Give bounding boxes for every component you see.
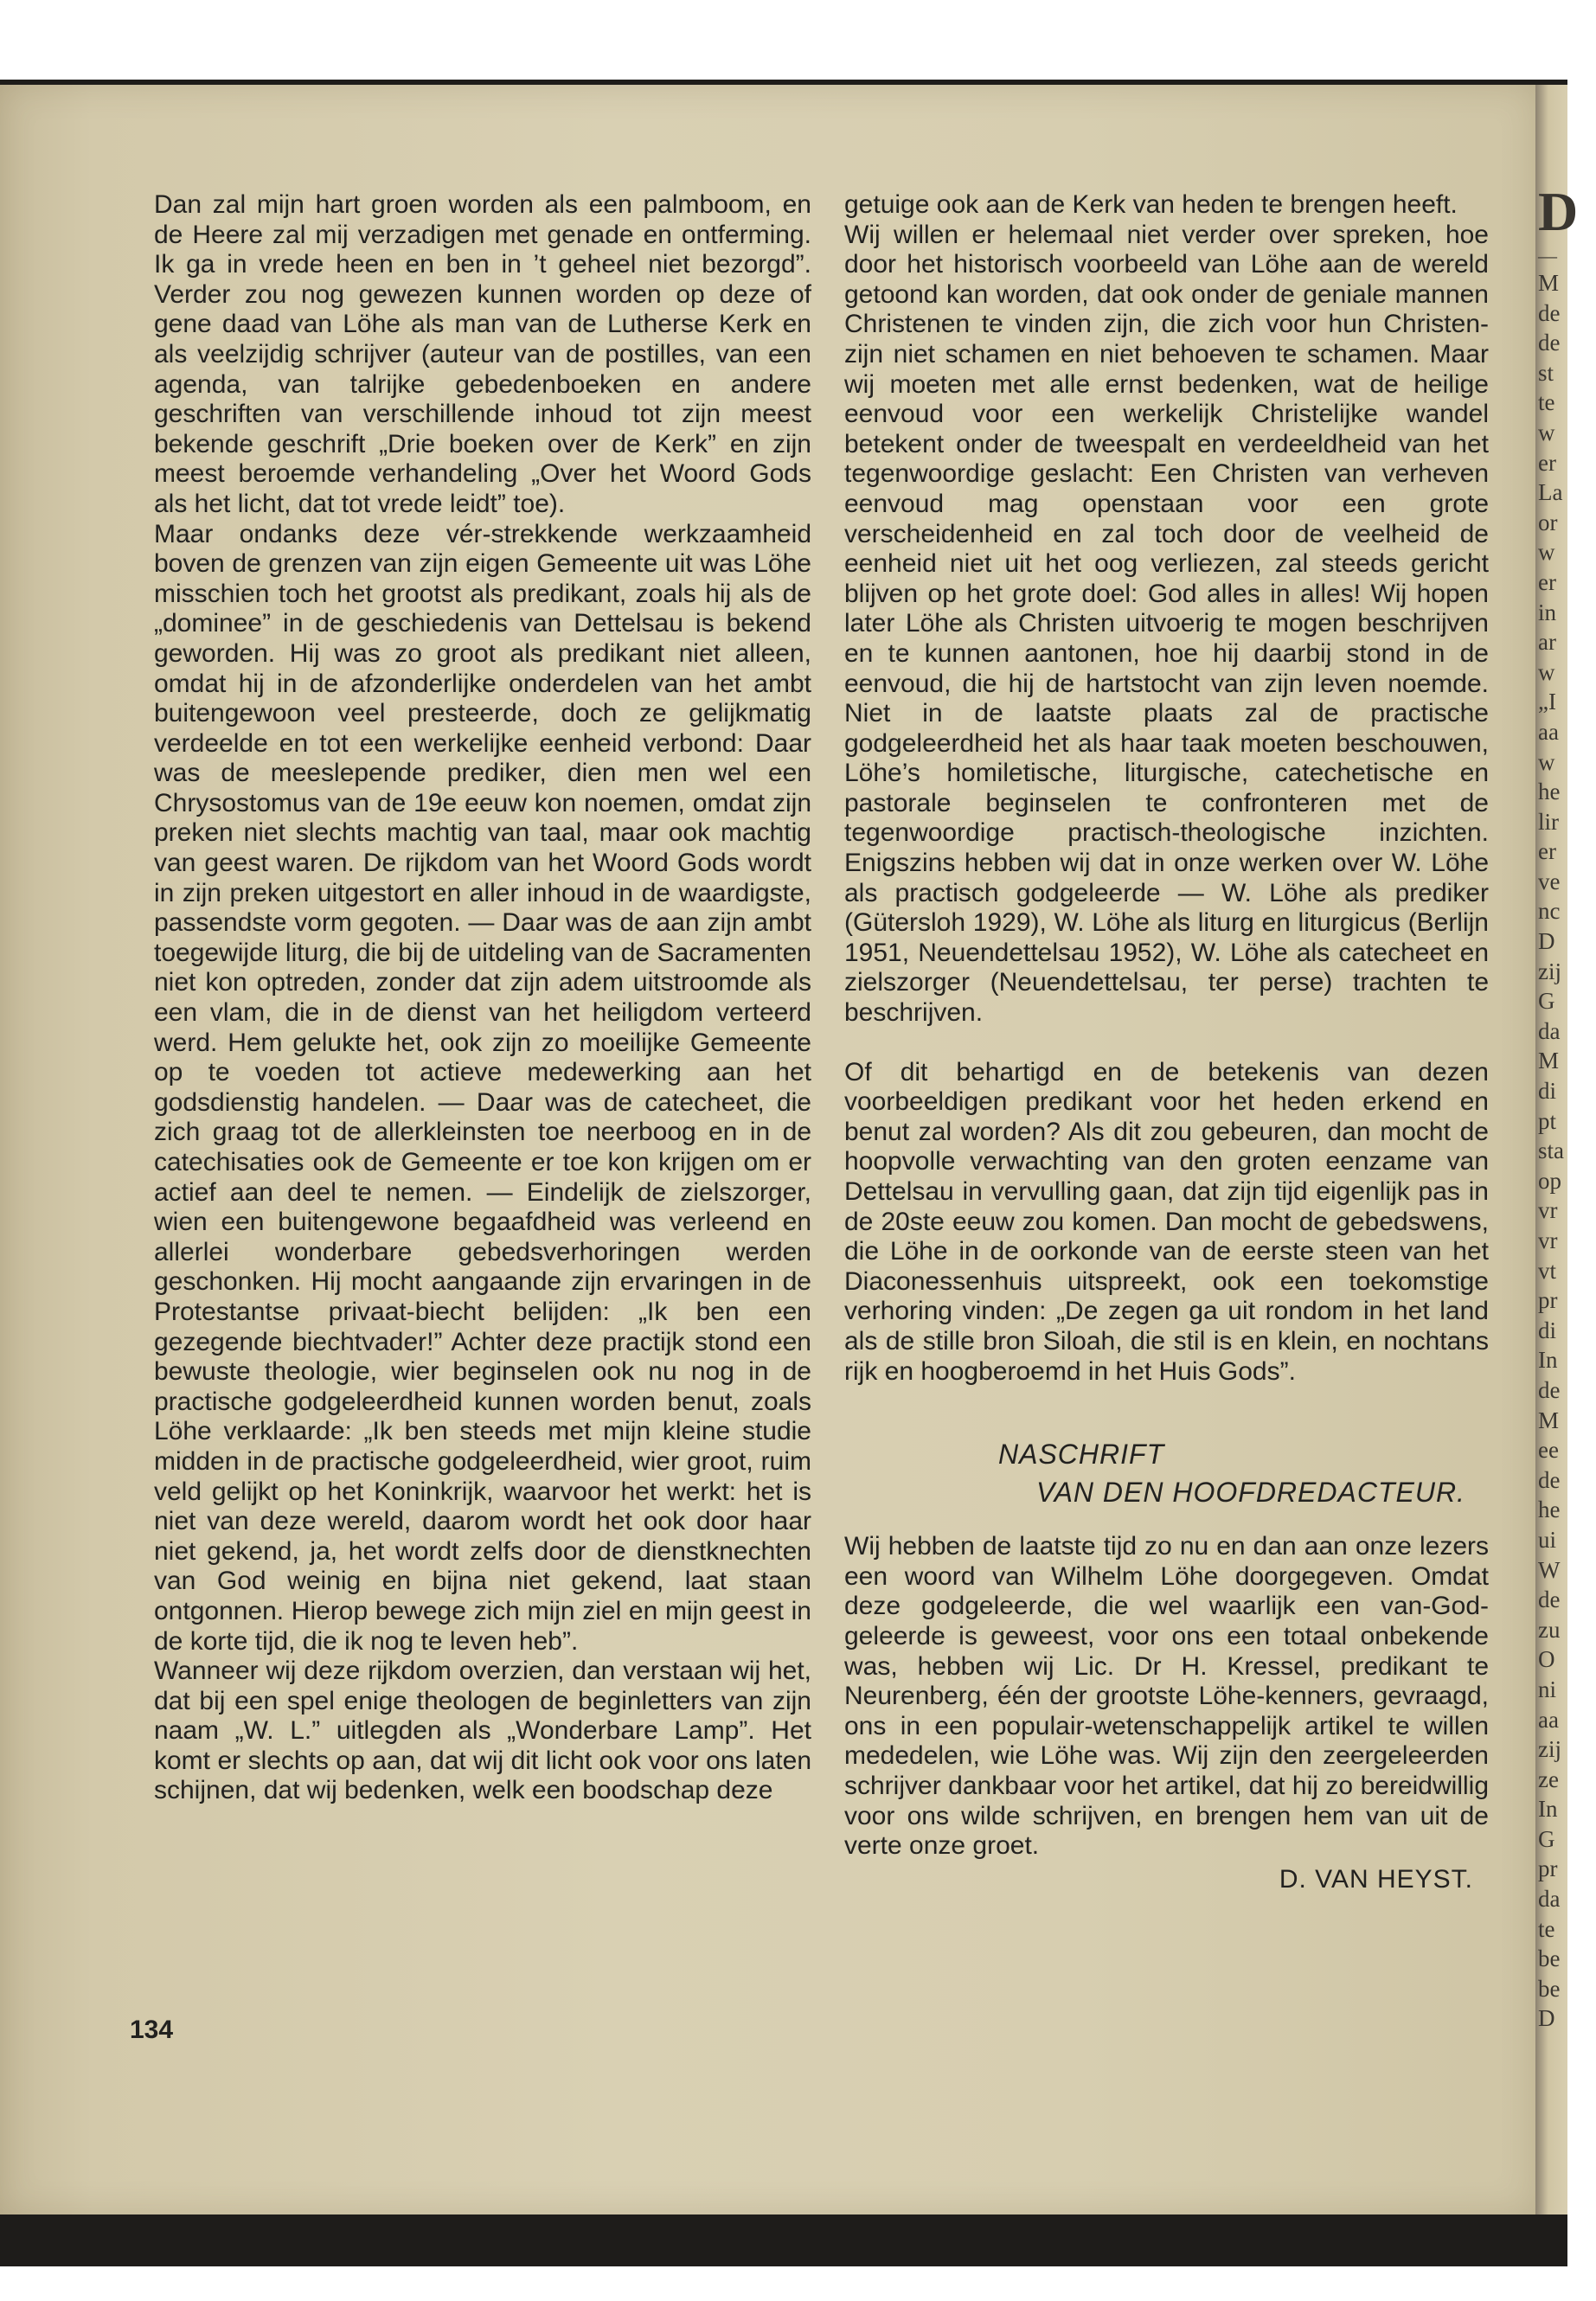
afterword-text: Wij hebben de laatste tijd zo nu en dan aan onze lezers een woord van Wilhelm Löhe doorgegeven. Omdat deze godgeleerde, die wel waarlijk een van-God-geleerde is geweest, voor ons een totaal onbekende was, hebben wij Lic. Dr H. Kressel, predikant te Neurenberg, één der grootste Löhe-kenners, gevraagd, ons in een populair-wetenschappelijk artikel te willen mededelen, wie Löhe was. Wij zijn den zeergeleerden schrijver dankbaar voor het artikel, dat hij zo bereidwillig voor ons wilde schrijven, en brengen hem van uit de verte onze groet. xyxy=(844,1532,1489,1861)
afterword-title xyxy=(844,1435,1489,1511)
next-page-fragment: w xyxy=(1538,658,1555,685)
next-page-fragment: D xyxy=(1538,928,1555,955)
next-page-fragment: st xyxy=(1538,359,1554,386)
next-page-fragment: de xyxy=(1538,299,1561,326)
next-page-fragment: vr xyxy=(1538,1227,1558,1253)
next-page-fragment: pr xyxy=(1538,1287,1558,1314)
right-paragraph-1: getuige ook aan de Kerk van heden te brengen heeft. xyxy=(844,190,1458,219)
next-page-fragment: er xyxy=(1538,449,1556,476)
next-page-fragment: da xyxy=(1538,1886,1561,1913)
next-page-fragment: op xyxy=(1538,1167,1561,1194)
next-page-edge xyxy=(1535,85,1579,2214)
next-page-fragment: pt xyxy=(1538,1107,1557,1134)
next-page-fragment: aa xyxy=(1538,1706,1559,1733)
next-page-fragment: he xyxy=(1538,779,1561,805)
next-page-fragment: w xyxy=(1538,539,1555,566)
right-paragraph-2: Wij willen er helemaal niet verder over spreken, hoe door het historisch voorbeeld van Löhe aan de wereld getoond kan worden, dat ook onder de geniale mannen Christenen te vinden zijn, die zich voor hun Christen-zijn niet schamen en niet behoeven te schamen. Maar wij moeten met alle ernst bedenken, wat de heilige eenvoud voor een werkelijk Christelijke wandel betekent onder de tweespalt en verdeeldheid van het tegenwoordige geslacht: Een Christen van verheven eenvoud mag openstaan voor een grote verscheidenheid en zal toch door de veelheid de eenheid niet uit het oog verliezen, zal steeds gericht blijven op het grote doel: God alles in alles! Wij hopen later Löhe als Christen uitvoerig te mogen beschrijven en te kunnen aantonen, hoe hij daarbij stond in de eenvoud, die hij de hartstocht van zijn leven noemde. Niet in de laatste plaats zal de practische godgeleerdheid het als haar taak moeten beschouwen, Löhe’s homiletische, liturgische, catechetische en pastorale beginselen te confronteren met de tegenwoordige practisch-theologische inzichten. Enigszins hebben wij dat in onze werken over W. Löhe als practisch godgeleerde — W. Löhe als prediker (Gütersloh 1929), W. Löhe als liturg en liturgicus (Berlijn 1951, Neuendettelsau 1952), W. Löhe als catecheet en zielszorger (Neuendettelsau, ter perse) trachten te beschrijven. xyxy=(844,220,1489,1028)
next-page-fragment: ze xyxy=(1538,1766,1559,1792)
next-page-fragment: de xyxy=(1538,1376,1561,1403)
next-page-fragment: de xyxy=(1538,1586,1561,1613)
next-page-fragment: In xyxy=(1538,1796,1558,1823)
next-page-fragment: zij xyxy=(1538,958,1561,984)
next-page-fragment: te xyxy=(1538,1915,1555,1942)
next-page-fragment: ni xyxy=(1538,1676,1557,1702)
next-page-fragment: W xyxy=(1538,1556,1561,1583)
left-paragraph-3: Wanneer wij deze rijkdom overzien, dan verstaan wij het, dat bij een spel enige theologen de beginletters van zijn naam „W. L.” uitlegden als „Wonderbare Lamp”. Het komt er slechts op aan, dat wij dit licht ook voor ons laten schijnen, dat wij bedenken, welk een boodschap deze xyxy=(154,1657,811,1805)
next-page-fragment: de xyxy=(1538,1466,1561,1493)
next-page-fragment: G xyxy=(1538,1825,1555,1852)
next-page-fragment: he xyxy=(1538,1497,1561,1523)
next-page-fragment: vr xyxy=(1538,1197,1558,1224)
editor-signature: D. VAN HEYST. xyxy=(1279,1864,1473,1894)
next-page-fragment: or xyxy=(1538,509,1558,535)
next-page-fragment: aa xyxy=(1538,718,1559,745)
right-paragraph-3: Of dit behartigd en de betekenis van dezen voorbeeldigen predikant voor het heden erkend en benut zal worden? Als dit zou gebeuren, dan mocht de hoopvolle verwachting van den groten eenzame van Dettelsau in vervulling gaan, dat zijn tijd eigenlijk pas in de 20ste eeuw zou komen. Dan mocht de gebedswens, die Löhe in de oorkonde van de eerste steen van het Diaconessenhuis uitspreekt, ook een toekomstige verhoring vinden: „De zegen ga uit rondom in het land als de stille bron Siloah, die stil is en klein, en nochtans rijk en hoogberoemd in het Huis Gods”. xyxy=(844,1057,1489,1386)
next-page-fragment: er xyxy=(1538,568,1556,595)
next-page-fragment: te xyxy=(1538,389,1555,416)
left-column xyxy=(154,190,811,1806)
next-page-fragment: in xyxy=(1538,599,1557,625)
afterword-title-line-1: NASCHRIFT xyxy=(998,1439,1165,1471)
next-page-fragment: ee xyxy=(1538,1437,1559,1464)
next-page-fragment: „I xyxy=(1538,689,1556,715)
next-page-fragment: vt xyxy=(1538,1257,1557,1284)
next-page-fragment: be xyxy=(1538,1945,1561,1972)
next-page-fragment: In xyxy=(1538,1347,1558,1374)
next-page-fragment: zij xyxy=(1538,1736,1561,1763)
next-page-fragment: nc xyxy=(1538,898,1561,925)
next-page-fragment: M xyxy=(1538,1048,1560,1074)
right-column xyxy=(844,190,1489,1894)
next-page-fragment: ar xyxy=(1538,629,1556,656)
next-page-fragment: M xyxy=(1538,270,1560,296)
next-page-fragment: lir xyxy=(1538,808,1559,835)
next-page-fragment: zu xyxy=(1538,1616,1561,1643)
next-page-fragment: da xyxy=(1538,1017,1561,1044)
next-page-fragment: G xyxy=(1538,988,1555,1015)
next-page-fragment: di xyxy=(1538,1317,1557,1343)
next-page-fragment: be xyxy=(1538,1975,1561,2002)
next-page-fragment: ui xyxy=(1538,1526,1557,1553)
next-page-fragment: La xyxy=(1538,479,1563,506)
next-page-fragment: D xyxy=(1538,181,1579,242)
page-number: 134 xyxy=(130,2016,174,2044)
next-page-fragment: sta xyxy=(1538,1138,1564,1164)
next-page-fragment: O xyxy=(1538,1646,1555,1673)
left-paragraph-1: Dan zal mijn hart groen worden als een palmboom, en de Heere zal mij verzadigen met genade en ontferming. Ik ga in vrede heen en ben in ’t geheel niet bezorgd”. Verder zou nog gewezen kunnen worden op deze of gene daad van Löhe als man van de Lutherse Kerk en als veelzijdig schrijver (auteur van de postilles, van een agenda, van talrijke gebedenboeken en andere geschriften van verschillende inhoud tot zijn meest bekende geschrift „Drie boeken over de Kerk” en zijn meest beroemde verhandeling „Over het Woord Gods als het licht, dat tot vrede leidt” toe). xyxy=(154,190,811,518)
next-page-fragment: D xyxy=(1538,2005,1555,2032)
next-page-fragments xyxy=(1538,180,1579,2034)
next-page-fragment: w xyxy=(1538,419,1555,445)
next-page-fragment: w xyxy=(1538,748,1555,775)
next-page-fragment: — xyxy=(1538,245,1557,266)
next-page-fragment: pr xyxy=(1538,1856,1558,1882)
next-page-fragment: M xyxy=(1538,1407,1560,1433)
next-page-fragment: er xyxy=(1538,838,1556,865)
next-page-fragment: de xyxy=(1538,330,1561,356)
next-page-fragment: ve xyxy=(1538,868,1561,894)
next-page-fragment: di xyxy=(1538,1078,1557,1105)
afterword-title-line-2: VAN DEN HOOFDREDACTEUR. xyxy=(1036,1477,1465,1509)
left-paragraph-2: Maar ondanks deze vér-strekkende werkzaamheid boven de grenzen van zijn eigen Gemeente uit was Löhe misschien toch het grootst als predikant, zoals hij als de „dominee” in de geschiedenis van Dettelsau is bekend geworden. Hij was zo groot als predikant niet alleen, omdat hij in de afzonderlijke onderdelen van het ambt buitengewoon veel presteerde, doch ze gelijkmatig verdeelde en tot een werkelijke eenheid verbond: Daar was de meeslepende prediker, dien men wel een Chrysostomus van de 19e eeuw kon noemen, omdat zijn preken niet slechts machtig van taal, maar ook machtig van geest waren. De rijkdom van het Woord Gods wordt in zijn preken uitgestort en aller inhoud in de waardigste, passendste vorm gegoten. — Daar was de aan zijn ambt toegewijde liturg, die bij de uitdeling van de Sacramenten niet kon optreden, zonder dat zijn adem uitstroomde als een vlam, die in de dienst van het heiligdom verteerd werd. Hem gelukte het, ook zijn zo moeilijke Gemeente op te voeden tot actieve medewerking aan het godsdienstig handelen. — Daar was de catecheet, die zich graag tot de allerkleinsten toe neerboog en in de catechisaties ook de Gemeente er toe kon krijgen om er actief aan deel te nemen. — Eindelijk de zielszorger, wien een buitengewone begaafdheid was verleend en allerlei wonderbare gebedsverhoringen werden geschonken. Hij mocht aangaande zijn ervaringen in de Protestantse privaat-biecht belijden: „Ik ben een gezegende biechtvader!” Achter deze practijk stond een bewuste theologie, wier beginselen ook nu nog in de practische godgeleerdheid kunnen worden benut, zoals Löhe verklaarde: „Ik ben steeds met mijn kleine studie midden in de practische godgeleerdheid, wier groot, ruim veld gelijkt op het Koninkrijk, waarvoor het werkt: het is niet van deze wereld, daarom wordt het ook door haar niet gekend, ja, het wordt zelfs door de dienstknechten van God weinig en bijna niet gekend, laat staan ontgonnen. Hierop bewege zich mijn ziel en mijn geest in de korte tijd, die ik nog te leven heb”. xyxy=(154,519,811,1656)
